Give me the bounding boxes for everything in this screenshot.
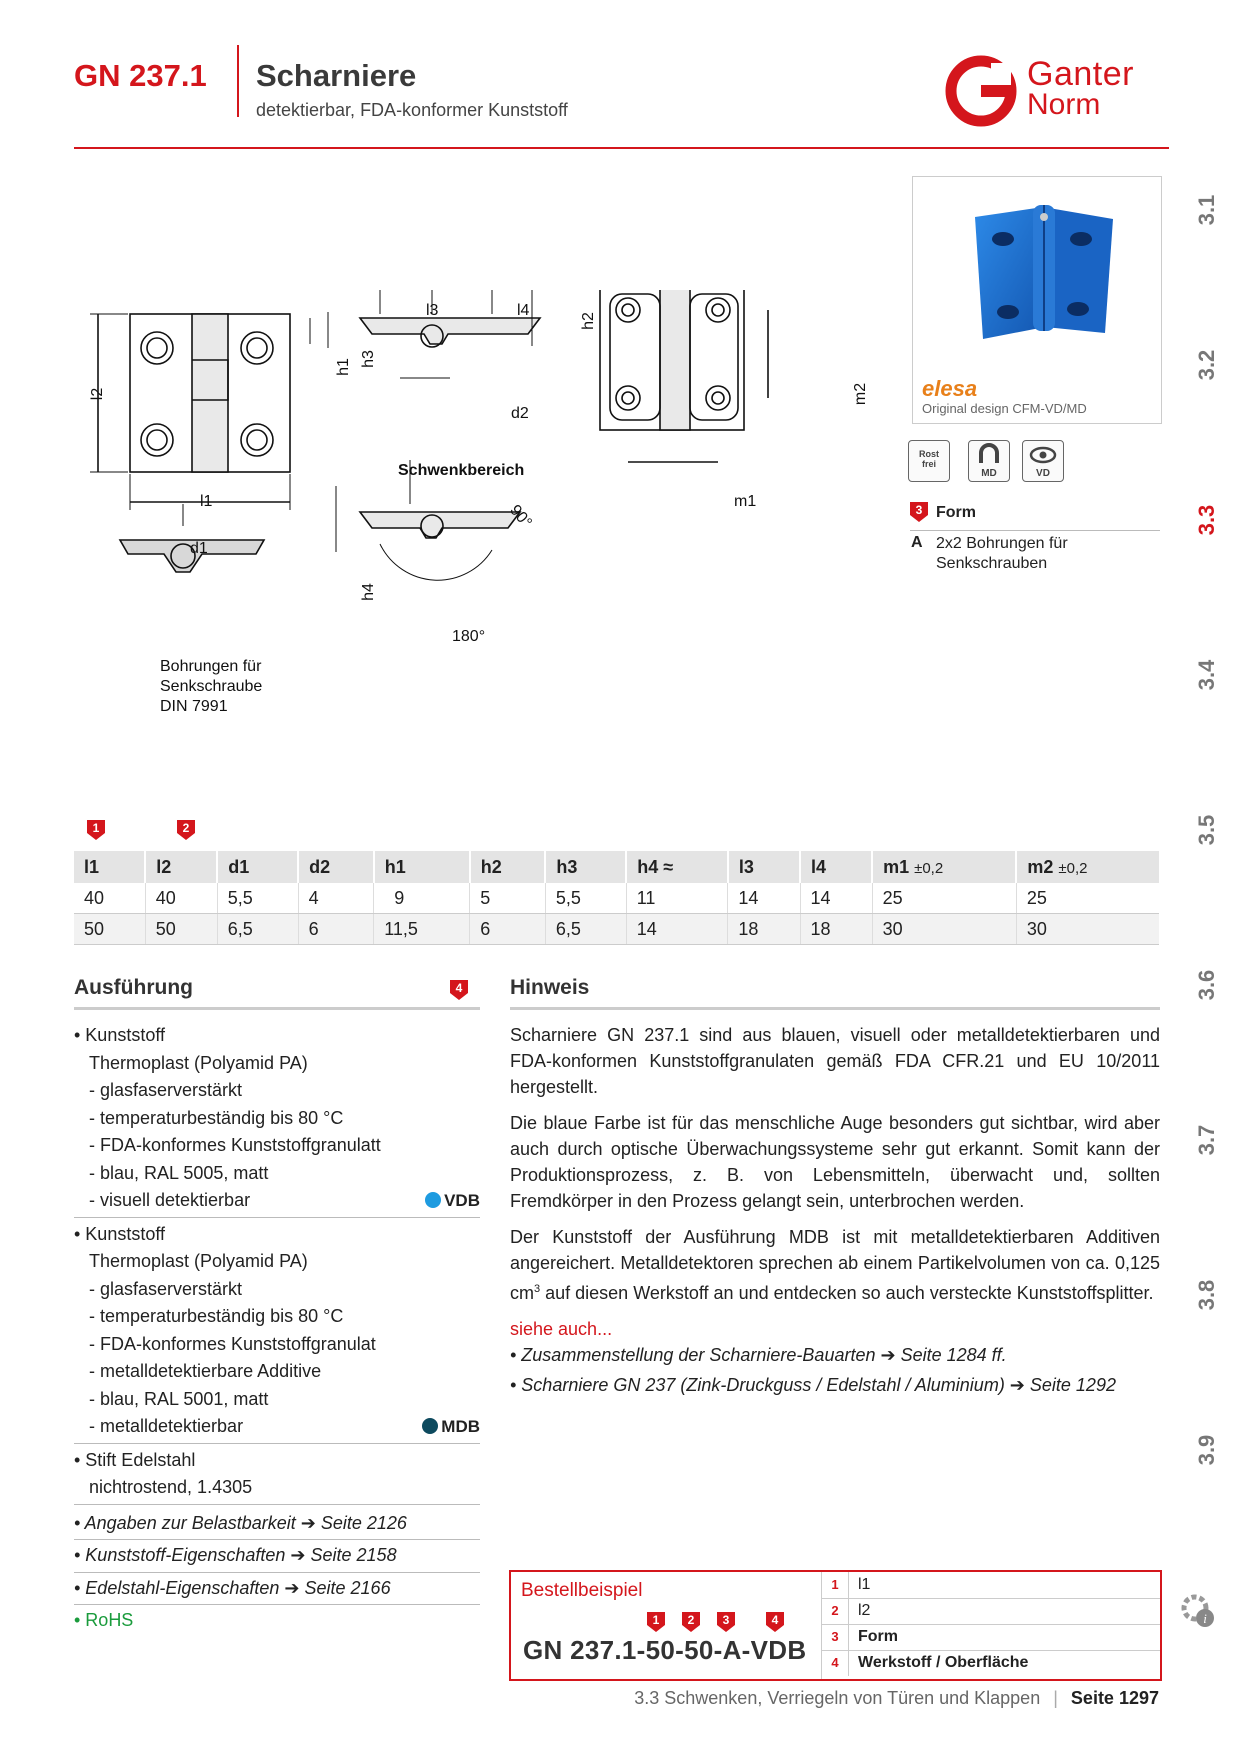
label-l2: l2 [89, 387, 107, 401]
page-footer: 3.3 Schwenken, Verriegeln von Türen und Klappen | Seite 1297 [634, 1688, 1159, 1708]
logo-ganter-text: Ganter [1027, 55, 1134, 93]
vdb-tag: VDB [425, 1187, 480, 1215]
table-row: 50 50 6,5 6 11,5 6 6,5 14 18 18 30 30 [74, 914, 1159, 945]
material-group-mdb: • Kunststoff Thermoplast (Polyamid PA) - glasfaserverstärkt - temperaturbeständig bis 80 °C - FDA-konformes Kunststoffgranulat - metalldetektierbare Additive - blau, RAL 5001, matt - metalldetektierbar MDB [74, 1221, 480, 1444]
label-h3: h3 [359, 350, 377, 368]
col-h3: h3 [545, 851, 626, 883]
order-badge-1: 1 [647, 1612, 665, 1632]
col-d2: d2 [298, 851, 374, 883]
label-d2: d2 [511, 405, 529, 422]
page-subtitle: detektierbar, FDA-konformer Kunststoff [256, 100, 568, 120]
elesa-brand-logo: elesa [922, 376, 978, 401]
label-m2: m2 [852, 382, 870, 406]
side-tab-3-2[interactable]: 3.2 [1194, 349, 1219, 381]
mdb-tag: MDB [422, 1413, 480, 1441]
side-tab-3-3[interactable]: 3.3 [1194, 504, 1219, 536]
label-l1: l1 [200, 493, 213, 510]
order-badge-4: 4 [766, 1612, 784, 1632]
col-l2: l2 [145, 851, 217, 883]
form-badge-3: 3 [910, 502, 928, 522]
ausfuehrung-heading: Ausführung [74, 976, 193, 999]
hinweis-text [510, 1022, 1160, 1398]
side-tab-3-8[interactable]: 3.8 [1194, 1279, 1219, 1311]
hinge-product-photo [913, 177, 1161, 367]
table-row: 40 40 5,5 4 9 5 5,5 11 14 14 25 25 [74, 883, 1159, 914]
col-d1: d1 [217, 851, 298, 883]
order-code: GN 237.1-50-50-A-VDB [523, 1635, 807, 1665]
form-option-text: 2x2 Bohrungen für Senkschrauben [936, 535, 1068, 572]
dimension-table [74, 851, 1159, 945]
link-kunststoff-eigenschaften[interactable]: • Kunststoff-Eigenschaften ➔ Seite 2158 [74, 1540, 480, 1573]
col-m2: m2 ±0,2 [1016, 851, 1159, 883]
col-h2: h2 [470, 851, 546, 883]
side-tab-3-5[interactable]: 3.5 [1194, 814, 1219, 846]
gear-info-icon[interactable] [1177, 1590, 1217, 1630]
vdb-dot-icon [425, 1192, 441, 1208]
ganter-logo-mark-icon [945, 55, 1017, 127]
label-angle-180: 180° [452, 628, 486, 645]
header-rule [74, 147, 1169, 149]
col-m1: m1 ±0,2 [872, 851, 1016, 883]
footer-page-number: Seite 1297 [1070, 1688, 1159, 1708]
link-scharniere-bauarten[interactable]: • Zusammenstellung der Scharniere-Bauarten ➔ Seite 1284 ff. [510, 1345, 1007, 1365]
table-badge-1: 1 [87, 820, 105, 840]
form-heading: Form [936, 504, 976, 521]
label-h1: h1 [334, 358, 352, 376]
label-angle-90: 90° [506, 501, 535, 532]
table-header-row [74, 851, 1159, 883]
form-divider [910, 530, 1160, 531]
stift-group: • Stift Edelstahl nichtrostend, 1.4305 [74, 1447, 480, 1505]
label-h2: h2 [579, 312, 597, 330]
hinweis-paragraph-1: Scharniere GN 237.1 sind aus blauen, visuell oder metalldetektierbaren und FDA-konformen Kunststoffgranulaten gemäß FDA CFR.21 und EU 10/2011 hergestellt. [510, 1025, 1160, 1097]
visual-detectable-badge-icon: VD [1022, 440, 1064, 482]
ausfuehrung-rule [74, 1007, 480, 1010]
product-code: GN 237.1 [74, 58, 207, 93]
order-key-row: 1 l1 [822, 1572, 1160, 1599]
order-key-row: 2 l2 [822, 1598, 1160, 1625]
rostfrei-badge-icon: Rost frei [908, 440, 950, 482]
material-group-vdb: • Kunststoff Thermoplast (Polyamid PA) - glasfaserverstärkt - temperaturbeständig bis 80 °C - FDA-konformes Kunststoffgranulatt - blau, RAL 5005, matt - visuell detektierbar VDB [74, 1022, 480, 1218]
side-tab-3-6[interactable]: 3.6 [1194, 969, 1219, 1001]
form-option-key: A [911, 534, 923, 551]
order-example-title: Bestellbeispiel [521, 1580, 643, 1601]
page-title: Scharniere [256, 58, 417, 93]
mdb-dot-icon [422, 1418, 438, 1434]
col-h4: h4 ≈ [626, 851, 728, 883]
side-tab-3-7[interactable]: 3.7 [1194, 1124, 1219, 1156]
footer-section: 3.3 Schwenken, Verriegeln von Türen und Klappen [634, 1688, 1041, 1708]
side-tab-3-9[interactable]: 3.9 [1194, 1434, 1219, 1466]
rohs-label: • RoHS [74, 1610, 134, 1630]
col-l4: l4 [800, 851, 872, 883]
side-tab-3-1[interactable]: 3.1 [1194, 194, 1219, 226]
link-edelstahl-eigenschaften[interactable]: • Edelstahl-Eigenschaften ➔ Seite 2166 [74, 1573, 480, 1606]
logo-norm-text: Norm [1027, 88, 1101, 121]
link-scharniere-gn237[interactable]: • Scharniere GN 237 (Zink-Druckguss / Edelstahl / Aluminium) ➔ Seite 1292 [510, 1375, 1116, 1395]
col-l1: l1 [74, 851, 145, 883]
hinweis-rule [510, 1007, 1160, 1010]
label-m1: m1 [734, 493, 757, 510]
hinweis-paragraph-3: Der Kunststoff der Ausführung MDB ist mit metalldetektierbaren Additiven angereichert. Metalldetektoren sprechen ab einem Partikelvolumen von ca. 0,125 $cm^3$ auf diesen Werkstoff an und entdecken so auch versteckte Kunststoffsplitter. [510, 1227, 1160, 1303]
label-schwenkbereich: Schwenkbereich [398, 462, 525, 479]
order-badge-3: 3 [717, 1612, 735, 1632]
hinweis-heading: Hinweis [510, 976, 590, 999]
col-h1: h1 [374, 851, 470, 883]
order-example-box [509, 1570, 1162, 1681]
side-tab-3-4[interactable]: 3.4 [1194, 659, 1219, 691]
original-design-label: Original design CFM-VD/MD [922, 401, 1087, 416]
order-key-row: 3 Form [822, 1624, 1160, 1651]
ausfuehrung-badge-4: 4 [450, 980, 468, 1000]
ausfuehrung-list [74, 1022, 480, 1637]
header-divider [237, 45, 239, 117]
col-l3: l3 [728, 851, 800, 883]
svg-text:i: i [1203, 1611, 1207, 1626]
hinweis-paragraph-2: Die blaue Farbe ist für das menschliche Auge besonders gut sichtbar, wird aber auch durch optische Überwachungssysteme sehr gut erkannt. Somit kann der Produktionsprozess, z. B. von Lebensmitteln, überwacht und, sollten Fremdkörper in den Prozess gelangt sein, unterbrochen werden. [510, 1113, 1160, 1211]
label-d1: d1 [190, 540, 208, 557]
label-bohrungen: Bohrungen für Senkschraube DIN 7991 [160, 658, 263, 715]
order-badge-2: 2 [682, 1612, 700, 1632]
table-badge-2: 2 [177, 820, 195, 840]
label-l3: l3 [426, 302, 439, 319]
metal-detectable-badge-icon: MD [968, 440, 1010, 482]
label-l4: l4 [517, 302, 530, 319]
siehe-auch-label: siehe auch... [510, 1319, 613, 1339]
label-h4: h4 [359, 583, 377, 601]
link-belastbarkeit[interactable]: • Angaben zur Belastbarkeit ➔ Seite 2126 [74, 1508, 480, 1541]
order-key-row: 4 Werkstoff / Oberfläche [822, 1650, 1160, 1676]
